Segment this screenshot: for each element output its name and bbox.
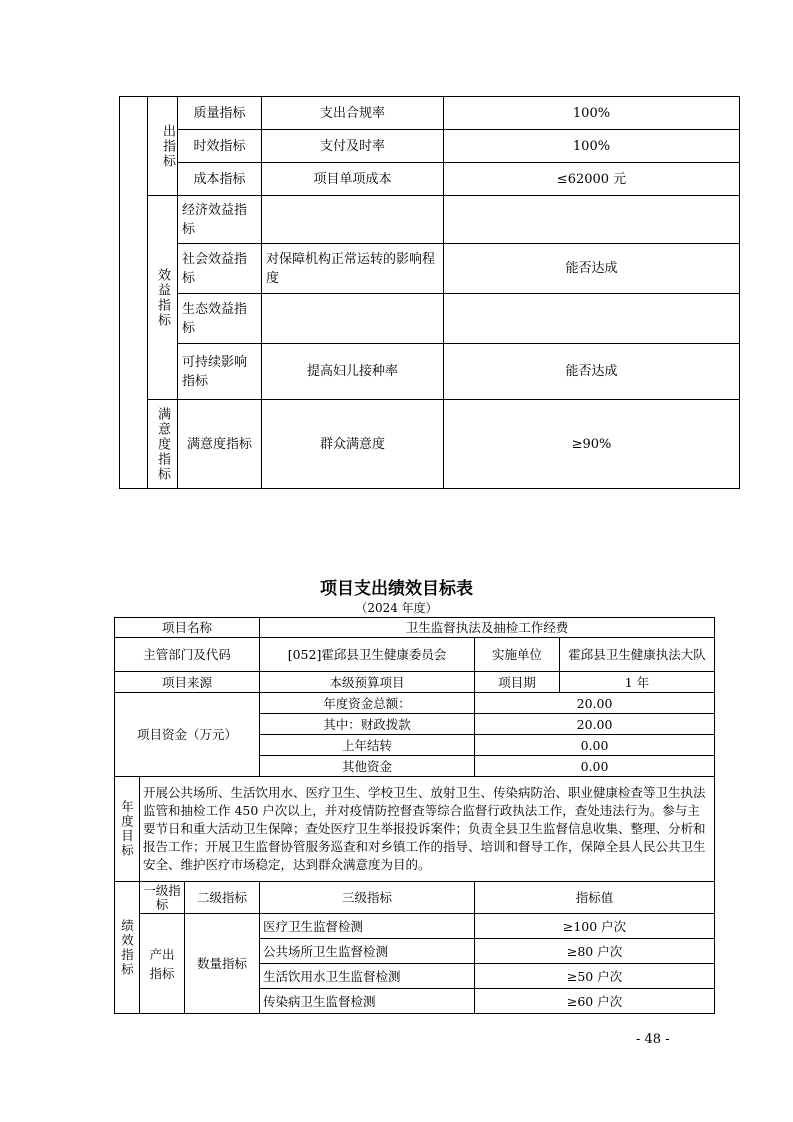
funds-item-label: 其中：财政拨款: [260, 714, 475, 735]
indicator-value: ≤62000 元: [444, 163, 740, 196]
table-subtitle: （2024 年度）: [355, 601, 438, 615]
level1-cell: 产出指标: [140, 914, 185, 1014]
goal-label: 年度目标: [115, 777, 140, 882]
indicator-table-continued: [119, 96, 740, 489]
period-label: 项目期: [475, 672, 560, 693]
indicator-name: 生活饮用水卫生监督检测: [260, 964, 475, 989]
sub-indicator: 成本指标: [178, 163, 262, 196]
funds-item-label: 其他资金: [260, 756, 475, 777]
indicator-name: [262, 294, 444, 344]
level2-cell: 数量指标: [185, 914, 260, 1014]
indicator-name: 医疗卫生监督检测: [260, 914, 475, 939]
table-title: 项目支出绩效目标表: [320, 579, 473, 599]
indicator-value: 100%: [444, 130, 740, 163]
indicator-name: 群众满意度: [262, 400, 444, 489]
indicator-name: 提高妇儿接种率: [262, 344, 444, 400]
header-level2: 二级指标: [185, 882, 260, 914]
indicator-name: [262, 196, 444, 244]
indicator-value: [444, 294, 740, 344]
funds-label: 项目资金（万元）: [115, 693, 260, 777]
sub-indicator: 经济效益指标: [178, 196, 262, 244]
dept: [052]霍邱县卫生健康委员会: [260, 638, 475, 672]
impl-label: 实施单位: [475, 638, 560, 672]
funds-item-label: 上年结转: [260, 735, 475, 756]
project-name: 卫生监督执法及抽检工作经费: [260, 618, 715, 638]
project-name-label: 项目名称: [115, 618, 260, 638]
category-cell: 出指标: [148, 97, 178, 196]
funds-item-value: 20.00: [475, 693, 715, 714]
indicator-name: 支出合规率: [262, 97, 444, 130]
indicator-value: ≥100 户次: [475, 914, 715, 939]
perf-label: 绩效指标: [115, 882, 140, 1014]
indicator-value: ≥80 户次: [475, 939, 715, 964]
source-label: 项目来源: [115, 672, 260, 693]
page-number: - 48 -: [636, 1032, 670, 1047]
sub-indicator: 生态效益指标: [178, 294, 262, 344]
funds-item-label: 年度资金总额：: [260, 693, 475, 714]
indicator-value: ≥50 户次: [475, 964, 715, 989]
impl: 霍邱县卫生健康执法大队: [560, 638, 715, 672]
sub-indicator: 质量指标: [178, 97, 262, 130]
indicator-name: 公共场所卫生监督检测: [260, 939, 475, 964]
header-level3: 三级指标: [260, 882, 475, 914]
indicator-name: 支付及时率: [262, 130, 444, 163]
funds-item-value: 20.00: [475, 714, 715, 735]
header-value: 指标值: [475, 882, 715, 914]
annual-goal: 开展公共场所、生活饮用水、医疗卫生、学校卫生、放射卫生、传染病防治、职业健康检查等卫生执法监管和抽检工作 450 户次以上，并对疫情防控督查等综合监督行政执法工作，查处违法行为。参与主要节日和重大活动卫生保障；查处医疗卫生举报投诉案件；负责全县卫生监督信息收集、整理、分析和报告工作；开展卫生监督协管服务巡查和对乡镇工作的指导、培训和督导工作，保障全县人民公共卫生安全、维护医疗市场稳定，达到群众满意度为目的。: [140, 777, 715, 882]
header-level1: 一级指标: [140, 882, 185, 914]
indicator-value: ≥60 户次: [475, 989, 715, 1014]
sub-indicator: 时效指标: [178, 130, 262, 163]
sub-indicator: 社会效益指标: [178, 244, 262, 294]
indicator-name: 对保障机构正常运转的影响程度: [262, 244, 444, 294]
funds-item-value: 0.00: [475, 756, 715, 777]
period: 1 年: [560, 672, 715, 693]
indicator-value: 100%: [444, 97, 740, 130]
indicator-value: 能否达成: [444, 244, 740, 294]
indicator-value: ≥90%: [444, 400, 740, 489]
indicator-value: [444, 196, 740, 244]
indicator-name: 项目单项成本: [262, 163, 444, 196]
sub-indicator: 可持续影响指标: [178, 344, 262, 400]
performance-target-table: [114, 617, 715, 1014]
funds-item-value: 0.00: [475, 735, 715, 756]
category-cell: 满意度指标: [148, 400, 178, 489]
dept-label: 主管部门及代码: [115, 638, 260, 672]
indicator-value: 能否达成: [444, 344, 740, 400]
left-blank-cell: [120, 97, 148, 489]
indicator-name: 传染病卫生监督检测: [260, 989, 475, 1014]
sub-indicator: 满意度指标: [178, 400, 262, 489]
category-cell: 效益指标: [148, 196, 178, 400]
source: 本级预算项目: [260, 672, 475, 693]
